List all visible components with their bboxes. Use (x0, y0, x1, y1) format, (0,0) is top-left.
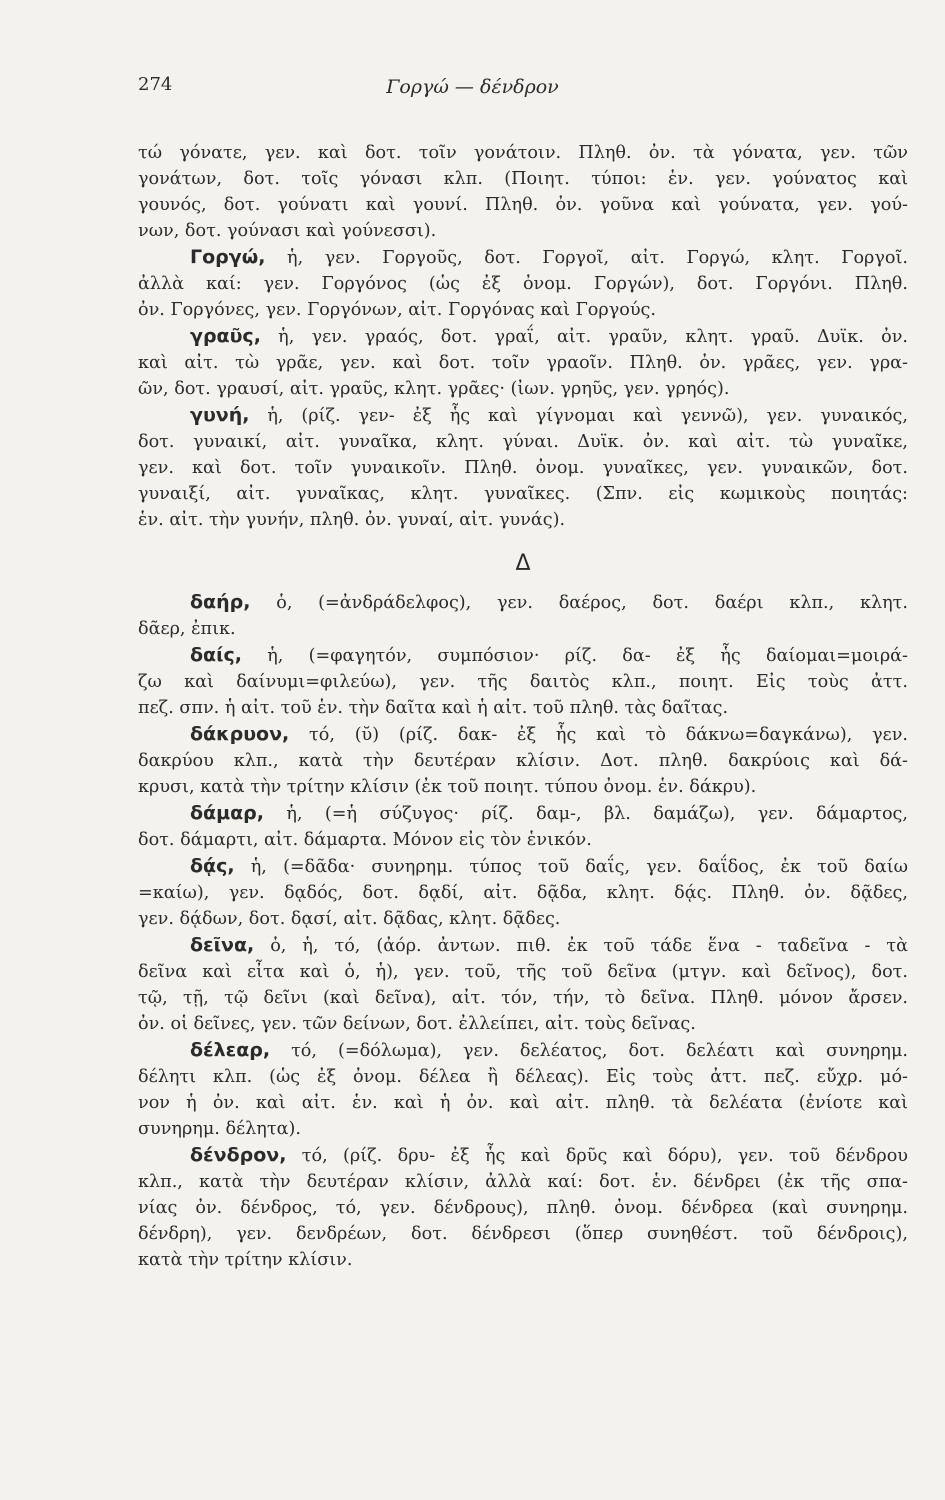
entry-line (138, 323, 908, 350)
entry-line: καὶ αἰτ. τὼ γρᾶε, γεν. καὶ δοτ. τοῖν γραοῖν. Πληθ. ὀν. γρᾶες, γεν. γρα- (138, 353, 908, 373)
entry-line (138, 402, 908, 429)
headword: γραῦς, (190, 325, 261, 347)
body-text (138, 140, 908, 1273)
dictionary-entry (138, 323, 908, 402)
entry-line (138, 642, 908, 669)
entry-line (138, 1037, 908, 1064)
entry-line: πεζ. σπν. ἡ αἰτ. τοῦ ἑν. τὴν δαῖτα καὶ ἡ αἰτ. τοῦ πληθ. τὰς δαῖτας. (138, 698, 729, 718)
entry-line: ὀν. οἱ δεῖνες, γεν. τῶν δείνων, δοτ. ἐλλείπει, αἰτ. τοὺς δεῖνας. (138, 1014, 696, 1034)
entry-line: δοτ. γυναικί, αἰτ. γυναῖκα, κλητ. γύναι. Δυϊκ. ὀν. καὶ αἰτ. τὼ γυναῖκε, (138, 432, 908, 452)
headword: δᾴς, (190, 855, 235, 877)
entry-line: δέλητι κλπ. (ὡς ἐξ ὀνομ. δέλεα ἢ δέλεας). Εἰς τοὺς ἀττ. πεζ. εὔχρ. μό- (138, 1067, 908, 1087)
dictionary-entry (138, 140, 908, 244)
entry-line: ζω καὶ δαίνυμι=φιλεύω), γεν. τῆς δαιτὸς κλπ., ποιητ. Εἰς τοὺς ἀττ. (138, 672, 908, 692)
entry-text: ὁ, (=ἀνδράδελφος), γεν. δαέρος, δοτ. δαέρι κλπ., κλητ. (250, 593, 908, 613)
entry-text: τό, (=δόλωμα), γεν. δελέατος, δοτ. δελέατι καὶ συνηρημ. (270, 1041, 908, 1061)
headword: δαήρ, (190, 591, 251, 613)
entry-line (138, 853, 908, 880)
entry-line: τῷ, τῇ, τῷ δεῖνι (καὶ δεῖνα), αἰτ. τόν, τήν, τὸ δεῖνα. Πληθ. μόνον ἄρσεν. (138, 988, 908, 1008)
headword: γυνή, (190, 404, 250, 426)
entry-line: δένδρη), γεν. δενδρέων, δοτ. δένδρεσι (ὅπερ συνηθέστ. τοῦ δένδροις), (138, 1224, 908, 1244)
entry-text: ἡ, (=ἡ σύζυγος· ρίζ. δαμ-, βλ. δαμάζω), γεν. δάμαρτος, (263, 804, 908, 824)
entry-line: κρυσι, κατὰ τὴν τρίτην κλίσιν (ἐκ τοῦ ποιητ. τύπου ὀνομ. ἑν. δάκρυ). (138, 777, 757, 797)
pre-section-entries (138, 140, 908, 533)
running-head: Γοργώ — δένδρον (386, 76, 559, 98)
entry-line: γεν. δᾴδων, δοτ. δᾳσί, αἰτ. δᾷδας, κλητ. δᾷδες. (138, 909, 561, 929)
entry-line (138, 244, 908, 271)
entry-text: ἡ, γεν. Γοργοῦς, δοτ. Γοργοῖ, αἰτ. Γοργώ, κλητ. Γοργοῖ. (265, 248, 908, 268)
headword: δένδρον, (190, 1144, 287, 1166)
entry-line: =καίω), γεν. δᾳδός, δοτ. δᾳδί, αἰτ. δᾷδα, κλητ. δᾴς. Πληθ. ὀν. δᾷδες, (138, 883, 908, 903)
dictionary-entry (138, 853, 908, 932)
entry-text: ἡ, γεν. γραός, δοτ. γραΐ, αἰτ. γραῦν, κλητ. γραῦ. Δυϊκ. ὀν. (260, 327, 908, 347)
entry-line: ἀλλὰ καί: γεν. Γοργόνος (ὡς ἐξ ὀνομ. Γοργών), δοτ. Γοργόνι. Πληθ. (138, 274, 908, 294)
headword: δάκρυον, (190, 723, 290, 745)
entry-line: δεῖνα καὶ εἶτα καὶ ὁ, ἡ), γεν. τοῦ, τῆς τοῦ δεῖνα (μτγν. καὶ δεῖνος), δοτ. (138, 962, 908, 982)
entry-text: ἡ, (=δᾶδα· συνηρημ. τύπος τοῦ δαΐς, γεν. δαΐδος, ἐκ τοῦ δαίω (234, 857, 908, 877)
entry-text: ἡ, (=φαγητόν, συμπόσιον· ρίζ. δα- ἐξ ἧς δαίομαι=μοιρά- (242, 646, 908, 666)
entry-line: τώ γόνατε, γεν. καὶ δοτ. τοῖν γονάτοιν. Πληθ. ὀν. τὰ γόνατα, γεν. τῶν (138, 143, 908, 163)
entry-line: δοτ. δάμαρτι, αἰτ. δάμαρτα. Μόνον εἰς τὸν ἑνικόν. (138, 830, 592, 850)
headword: δάμαρ, (190, 802, 264, 824)
dictionary-entry (138, 402, 908, 533)
entry-line: νον ἡ ὀν. καὶ αἰτ. ἑν. καὶ ἡ ὀν. καὶ αἰτ. πληθ. τὰ δελέατα (ἐνίοτε καὶ (138, 1093, 908, 1113)
entry-line: γονάτων, δοτ. τοῖς γόνασι κλπ. (Ποιητ. τύποι: ἑν. γεν. γούνατος καὶ (138, 169, 908, 189)
entry-line: κατὰ τὴν τρίτην κλίσιν. (138, 1250, 353, 1270)
dictionary-entry (138, 244, 908, 323)
section-letter: Δ (515, 551, 531, 576)
entry-line (138, 589, 908, 616)
entry-line (138, 932, 908, 959)
entry-line: νων, δοτ. γούνασι καὶ γούνεσσι). (138, 221, 437, 241)
entry-text: τό, (ῠ) (ρίζ. δακ- ἐξ ἧς καὶ τὸ δάκνω=δαγκάνω), γεν. (289, 725, 908, 745)
dictionary-entry (138, 800, 908, 853)
page-number: 274 (138, 74, 173, 95)
dictionary-entry (138, 721, 908, 800)
entry-line: συνηρημ. δέλητα). (138, 1119, 301, 1139)
entry-text: τό, (ρίζ. δρυ- ἐξ ἧς καὶ δρῦς καὶ δόρυ), γεν. τοῦ δένδρου (286, 1146, 908, 1166)
entry-line (138, 721, 908, 748)
entry-line: δακρύου κλπ., κατὰ τὴν δευτέραν κλίσιν. Δοτ. πληθ. δακρύοις καὶ δά- (138, 751, 908, 771)
entry-line: κλπ., κατὰ τὴν δευτέραν κλίσιν, ἀλλὰ καί: δοτ. ἑν. δένδρει (ἐκ τῆς σπα- (138, 1172, 908, 1192)
headword: δεῖνα, (190, 934, 255, 956)
dictionary-entry (138, 1142, 908, 1273)
entry-line: γυναιξί, αἰτ. γυναῖκας, κλητ. γυναῖκες. (Σπν. εἰς κωμικοὺς ποιητάς: (138, 484, 908, 504)
entry-line: γουνός, δοτ. γούνατι καὶ γουνί. Πληθ. ὀν. γοῦνα καὶ γούνατα, γεν. γού- (138, 195, 908, 215)
entry-text: ὁ, ἡ, τό, (ἀόρ. ἀντων. πιθ. ἐκ τοῦ τάδε ἕνα - ταδεῖνα - τὰ (254, 936, 908, 956)
dictionary-entry (138, 589, 908, 642)
entry-line (138, 800, 908, 827)
section-entries (138, 589, 908, 1273)
entry-line: νίας ὀν. δένδρος, τό, γεν. δένδρους), πληθ. ὀνομ. δένδρεα (καὶ συνηρημ. (138, 1198, 908, 1218)
entry-line: ῶν, δοτ. γραυσί, αἰτ. γραῦς, κλητ. γρᾶες· (ἰων. γρηῦς, γεν. γρηός). (138, 379, 730, 399)
dictionary-entry (138, 642, 908, 721)
dictionary-entry (138, 932, 908, 1037)
headword: Γοργώ, (190, 246, 266, 268)
entry-line: ἑν. αἰτ. τὴν γυνήν, πληθ. ὀν. γυναί, αἰτ. γυνάς). (138, 510, 566, 530)
entry-text: ἡ, (ρίζ. γεν- ἐξ ἧς καὶ γίγνομαι καὶ γεννῶ), γεν. γυναικός, (249, 406, 908, 426)
headword: δέλεαρ, (190, 1039, 271, 1061)
dictionary-entry (138, 1037, 908, 1142)
entry-line: γεν. καὶ δοτ. τοῖν γυναικοῖν. Πληθ. ὀνομ. γυναῖκες, γεν. γυναικῶν, δοτ. (138, 458, 908, 478)
headword: δαίς, (190, 644, 242, 666)
entry-line: ὀν. Γοργόνες, γεν. Γοργόνων, αἰτ. Γοργόνας καὶ Γοργούς. (138, 300, 656, 320)
entry-line (138, 1142, 908, 1169)
entry-line: δᾶερ, ἐπικ. (138, 619, 236, 639)
